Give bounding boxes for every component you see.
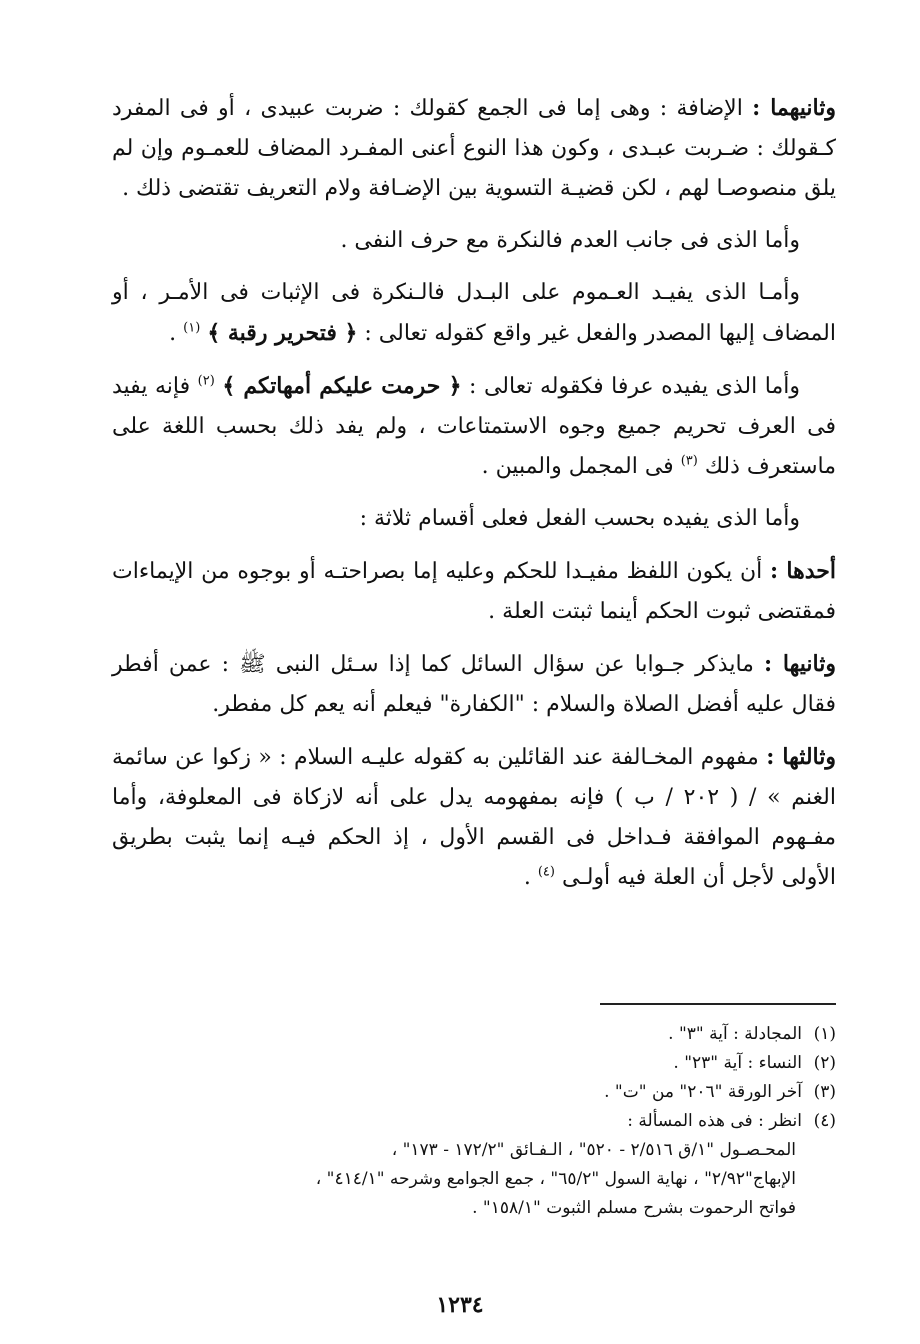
paragraph-text: مايذكر جـوابا عن سؤال السائل كما إذا سـئل النبى ﷺ : عمن أفطر فقال عليه أفضل الصلاة والسلام : "الكفارة" فيعلم أنه يعم كل مفطر. bbox=[112, 652, 836, 717]
paragraph-4 bbox=[112, 366, 836, 487]
footnote-marker: (٢) bbox=[197, 373, 215, 389]
paragraph-lead: وثانيها : bbox=[764, 651, 836, 677]
footnote bbox=[112, 1020, 836, 1049]
footnote-number: (٢) bbox=[813, 1053, 836, 1073]
paragraph-lead: أحدها : bbox=[769, 558, 836, 584]
footnote-marker: (١) bbox=[183, 320, 201, 336]
paragraph-1 bbox=[112, 88, 836, 209]
paragraph-tail: فى المجمل والمبين . bbox=[481, 454, 681, 479]
paragraph-text: مفهوم المخـالفة عند القائلين به كقوله عليـه السلام : « زكوا عن سائمة الغنم » / ( ٢٠٢ / ب ) فإنه بمفهومه يدل على أنه لازكاة فى المعلوفة، وأما مفـهوم الموافقة فـداخل فى القسم الأول ، إذ الحكم فيـه إنما يثبت بطريق الأولى لأجل أن العلة فيه أولـى bbox=[112, 745, 836, 890]
footnote-continuation-line: فواتح الرحموت بشرح مسلم الثبوت "١٥٨/١" . bbox=[472, 1198, 796, 1218]
paragraph-6 bbox=[112, 551, 836, 632]
paragraph-lead: وثالثها : bbox=[766, 744, 837, 770]
paragraph-lead: وثانيهما : bbox=[752, 95, 836, 121]
footnote-number: (٣) bbox=[813, 1082, 836, 1102]
quran-verse: ﴿ حرمت عليكم أمهاتكم ﴾ bbox=[222, 373, 462, 399]
footnote bbox=[112, 1049, 836, 1078]
main-text bbox=[112, 88, 836, 910]
paragraph-2 bbox=[112, 221, 836, 261]
paragraph-text: وأما الذى يفيده عرفا فكقوله تعالى : bbox=[461, 374, 801, 399]
footnote-text: المجادلة : آية "٣" . bbox=[668, 1024, 802, 1044]
footnote-continuation-line: الإبهاج"٢/٩٢" ، نهاية السول "٦٥/٢" ، جمع الجوامع وشرحه "٤١٤/١" ، bbox=[315, 1169, 796, 1189]
footnote-separator bbox=[600, 1003, 836, 1005]
paragraph-text: وأمـا الذى يفيـد العـموم على البـدل فالـنكرة فى الإثبات فى الأمـر ، أو المضاف إليها المصدر والفعل غير واقع كقوله تعالى : bbox=[112, 280, 836, 346]
paragraph-5 bbox=[112, 499, 836, 539]
paragraph-text: وأما الذى فى جانب العدم فالنكرة مع حرف النفى . bbox=[340, 228, 800, 253]
footnote-marker: (٣) bbox=[680, 453, 698, 469]
footnote-number: (٤) bbox=[813, 1111, 836, 1131]
paragraph-7 bbox=[112, 644, 836, 725]
quran-verse: ﴿ فتحرير رقبة ﴾ bbox=[207, 320, 358, 346]
paragraph-3 bbox=[112, 273, 836, 354]
footnote bbox=[112, 1078, 836, 1107]
paragraph-tail: . bbox=[169, 321, 184, 346]
paragraph-text: أن يكون اللفظ مفيـدا للحكم وعليه إما بصراحتـه أو بوجوه من الإيماءات فمقتضى ثبوت الحكم أينما ثبتت العلة . bbox=[112, 559, 836, 624]
page-number: ١٢٣٤ bbox=[436, 1292, 484, 1318]
paragraph-text: الإضافة : وهى إما فى الجمع كقولك : ضربت عبيدى ، أو فى المفرد كـقولك : ضـربت عبـدى ، وكون هذا النوع أعنى المفـرد المضاف للعمـوم وإن لم يلق منصوصـا لهم ، لكن قضيـة التسوية بين الإضـافة ولام التعريف تقتضى ذلك . bbox=[112, 96, 836, 201]
footnote-continuation-line: المحـصـول "١/ق ٢/٥١٦ - ٥٢٠" ، الـفـائق "١٧٢/٢ - ١٧٣" ، bbox=[391, 1140, 796, 1160]
footnote-text: انظر : فى هذه المسألة : bbox=[627, 1111, 802, 1131]
footnote-text: آخر الورقة "٢٠٦" من "ت" . bbox=[604, 1082, 802, 1102]
footnote-number: (١) bbox=[813, 1024, 836, 1044]
paragraph-8 bbox=[112, 737, 836, 898]
paragraph-tail: . bbox=[523, 865, 538, 890]
footnotes bbox=[112, 1020, 836, 1223]
paragraph-text: وأما الذى يفيده بحسب الفعل فعلى أقسام ثلاثة : bbox=[359, 506, 800, 531]
paragraph-text-2: فإنه يفيد فى العرف تحريم جميع وجوه الاستمتاعات ، ولم يفد ذلك بحسب اللغة على ماستعرف ذلك bbox=[112, 374, 836, 479]
footnote-text: النساء : آية "٢٣" . bbox=[673, 1053, 802, 1073]
footnote bbox=[112, 1107, 836, 1136]
footnote-marker: (٤) bbox=[537, 864, 555, 880]
